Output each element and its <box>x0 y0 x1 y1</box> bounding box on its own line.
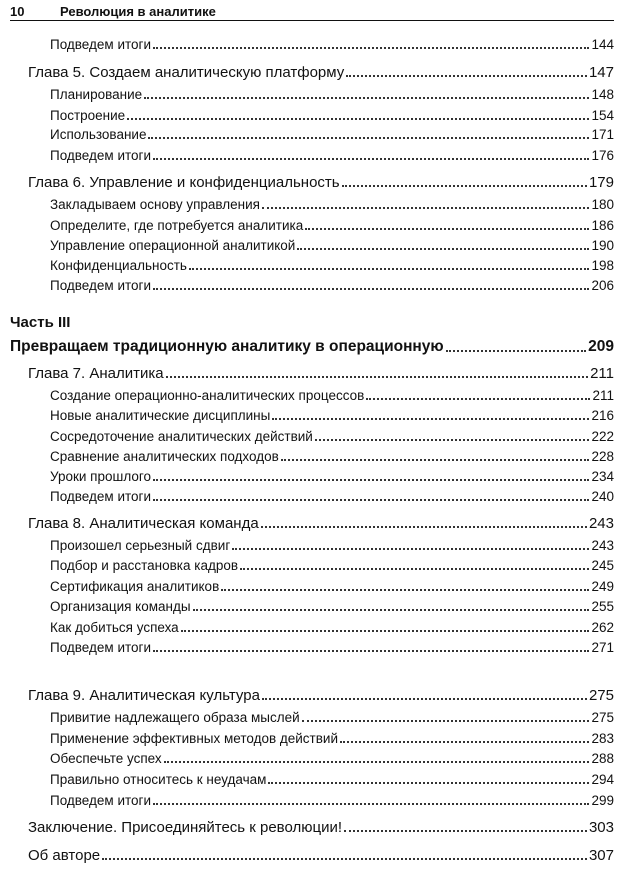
toc-entry-title: Использование <box>50 127 147 142</box>
dot-leader <box>153 288 589 290</box>
toc-entry-title: Как добиться успеха <box>50 620 179 635</box>
dot-leader <box>262 207 589 209</box>
toc-entry-title: Создание операционно-аналитических процессов <box>50 388 365 403</box>
running-header <box>10 2 614 21</box>
dot-leader <box>164 761 590 763</box>
dot-leader <box>262 698 587 700</box>
toc-entry-sec[interactable] <box>50 279 614 293</box>
toc-entry-title: Применение эффективных методов действий <box>50 731 338 746</box>
toc-entry-page: 211 <box>590 365 614 382</box>
dot-leader <box>261 526 587 528</box>
dot-leader <box>268 782 589 784</box>
toc-entry-page: 180 <box>591 197 614 212</box>
toc-entry-title: Управление операционной аналитикой <box>50 238 296 253</box>
toc-entry-page: 228 <box>591 449 614 464</box>
toc-entry-sec[interactable] <box>50 641 614 655</box>
toc-entry-page: 144 <box>591 37 614 52</box>
toc-entry-page: 198 <box>591 258 614 273</box>
toc-entry-title: Подведем итоги <box>50 148 151 163</box>
toc-entry-part[interactable] <box>10 339 614 355</box>
toc-entry-title: Закладываем основу управления <box>50 197 260 212</box>
dot-leader <box>153 650 589 652</box>
toc-entry-sec[interactable] <box>50 450 614 464</box>
toc-entry-sec[interactable] <box>50 794 614 808</box>
dot-leader <box>127 118 589 120</box>
toc-entry-title: Глава 9. Аналитическая культура <box>28 687 260 704</box>
dot-leader <box>315 439 590 441</box>
toc-entry-page: 271 <box>591 640 614 655</box>
toc-entry-sec[interactable] <box>50 559 614 573</box>
toc-entry-title: Об авторе <box>28 847 101 864</box>
toc-entry-title: Планирование <box>50 87 143 102</box>
toc-entry-page: 234 <box>591 469 614 484</box>
toc-entry-title: Организация команды <box>50 599 191 614</box>
page-number: 10 <box>10 3 25 19</box>
toc-entry-page: 262 <box>591 620 614 635</box>
toc-entry-page: 240 <box>591 489 614 504</box>
toc-entry-page: 206 <box>591 278 614 293</box>
toc-entry-page: 303 <box>588 819 614 836</box>
dot-leader <box>148 137 589 139</box>
dot-leader <box>305 228 589 230</box>
toc-entry-sec[interactable] <box>50 219 614 233</box>
toc-entry-page: 275 <box>588 687 614 704</box>
toc-entry-page: 190 <box>591 238 614 253</box>
dot-leader <box>340 741 589 743</box>
toc-entry-chap[interactable] <box>28 65 614 80</box>
toc-entry-sec[interactable] <box>50 621 614 635</box>
toc-entry-sec[interactable] <box>50 239 614 253</box>
toc-entry-page: 307 <box>588 847 614 864</box>
toc-entry-chap[interactable] <box>28 175 614 190</box>
toc-entry-chap[interactable] <box>28 516 614 531</box>
dot-leader <box>342 185 587 187</box>
dot-leader <box>153 47 589 49</box>
toc-entry-page: 255 <box>591 599 614 614</box>
toc-entry-page: 294 <box>591 772 614 787</box>
toc-entry-sec[interactable] <box>50 389 614 403</box>
toc-entry-page: 171 <box>591 127 614 142</box>
toc-entry-page: 147 <box>588 64 614 81</box>
toc-entry-page: 243 <box>591 538 614 553</box>
toc-entry-page: 179 <box>588 174 614 191</box>
toc-entry-chap[interactable] <box>28 688 614 703</box>
toc-entry-title: Привитие надлежащего образа мыслей <box>50 710 300 725</box>
toc-entry-title: Подведем итоги <box>50 278 151 293</box>
toc-entry-top[interactable] <box>28 820 614 835</box>
dot-leader <box>144 97 589 99</box>
toc-entry-sec[interactable] <box>50 109 614 123</box>
toc-entry-page: 209 <box>588 338 614 355</box>
toc-entry-sec[interactable] <box>50 600 614 614</box>
toc-entry-title: Конфиденциальность <box>50 258 187 273</box>
toc-entry-title: Подведем итоги <box>50 793 151 808</box>
toc-entry-title: Подведем итоги <box>50 640 151 655</box>
toc-entry-page: 299 <box>591 793 614 808</box>
toc-entry-title: Правильно относитесь к неудачам <box>50 772 267 787</box>
running-title: Революция в аналитике <box>60 3 216 19</box>
dot-leader <box>346 75 587 77</box>
toc-entry-sec[interactable] <box>50 430 614 444</box>
toc-entry-title: Обеспечьте успех <box>50 751 162 766</box>
toc-entry-sec[interactable] <box>50 128 614 142</box>
dot-leader <box>272 418 589 420</box>
toc-entry-sec[interactable] <box>50 198 614 212</box>
dot-leader <box>189 268 590 270</box>
toc-entry-page: 249 <box>591 579 614 594</box>
toc-entry-sec[interactable] <box>50 38 614 52</box>
toc-entry-sec[interactable] <box>50 580 614 594</box>
toc-entry-title: Глава 7. Аналитика <box>28 365 164 382</box>
toc-entry-title: Определите, где потребуется аналитика <box>50 218 304 233</box>
toc-entry-title: Подведем итоги <box>50 37 151 52</box>
toc-entry-title: Сертификация аналитиков <box>50 579 220 594</box>
dot-leader <box>153 499 589 501</box>
toc-entry-sec[interactable] <box>50 88 614 102</box>
toc-entry-title: Произошел серьезный сдвиг <box>50 538 231 553</box>
dot-leader <box>166 376 588 378</box>
toc-entry-page: 288 <box>591 751 614 766</box>
toc-entry-page: 283 <box>591 731 614 746</box>
toc-entry-page: 222 <box>591 429 614 444</box>
part-label: Часть III <box>10 314 71 331</box>
toc-entry-sec[interactable] <box>50 539 614 553</box>
toc-entry-title: Подбор и расстановка кадров <box>50 558 239 573</box>
toc-entry-title: Превращаем традиционную аналитику в операционную <box>10 338 444 355</box>
toc-entry-sec[interactable] <box>50 259 614 273</box>
dot-leader <box>366 398 590 400</box>
toc-entry-title: Глава 8. Аналитическая команда <box>28 515 259 532</box>
dot-leader <box>221 589 589 591</box>
toc-entry-sec[interactable] <box>50 711 614 725</box>
dot-leader <box>153 158 589 160</box>
dot-leader <box>193 609 590 611</box>
toc-entry-page: 148 <box>591 87 614 102</box>
dot-leader <box>232 548 589 550</box>
toc-entry-page: 176 <box>591 148 614 163</box>
toc-entry-sec[interactable] <box>50 732 614 746</box>
toc-entry-sec[interactable] <box>50 409 614 423</box>
toc-entry-page: 275 <box>591 710 614 725</box>
toc-entry-title: Глава 5. Создаем аналитическую платформу <box>28 64 345 81</box>
toc-entry-sec[interactable] <box>50 752 614 766</box>
toc-entry-title: Сосредоточение аналитических действий <box>50 429 313 444</box>
dot-leader <box>153 479 589 481</box>
dot-leader <box>297 248 589 250</box>
toc-entry-sec[interactable] <box>50 490 614 504</box>
toc-entry-page: 243 <box>588 515 614 532</box>
toc-entry-sec[interactable] <box>50 149 614 163</box>
toc-entry-page: 154 <box>591 108 614 123</box>
dot-leader <box>240 568 589 570</box>
dot-leader <box>153 803 589 805</box>
toc-entry-title: Глава 6. Управление и конфиденциальность <box>28 174 340 191</box>
toc-entry-page: 186 <box>591 218 614 233</box>
toc-entry-sec[interactable] <box>50 470 614 484</box>
toc-entry-title: Новые аналитические дисциплины <box>50 408 271 423</box>
toc-entry-page: 245 <box>591 558 614 573</box>
dot-leader <box>281 459 590 461</box>
dot-leader <box>102 858 587 860</box>
toc-entry-title: Уроки прошлого <box>50 469 152 484</box>
toc-entry-title: Подведем итоги <box>50 489 151 504</box>
toc-entry-title: Сравнение аналитических подходов <box>50 449 279 464</box>
dot-leader <box>446 350 586 352</box>
toc-entry-sec[interactable] <box>50 773 614 787</box>
dot-leader <box>302 720 590 722</box>
dot-leader <box>181 630 590 632</box>
toc-entry-page: 216 <box>591 408 614 423</box>
toc-entry-title: Построение <box>50 108 126 123</box>
toc-entry-top[interactable] <box>28 848 614 863</box>
toc-entry-title: Заключение. Присоединяйтесь к революции! <box>28 819 343 836</box>
toc-entry-page: 211 <box>592 388 614 403</box>
dot-leader <box>344 830 587 832</box>
toc-entry-chap[interactable] <box>28 366 614 381</box>
